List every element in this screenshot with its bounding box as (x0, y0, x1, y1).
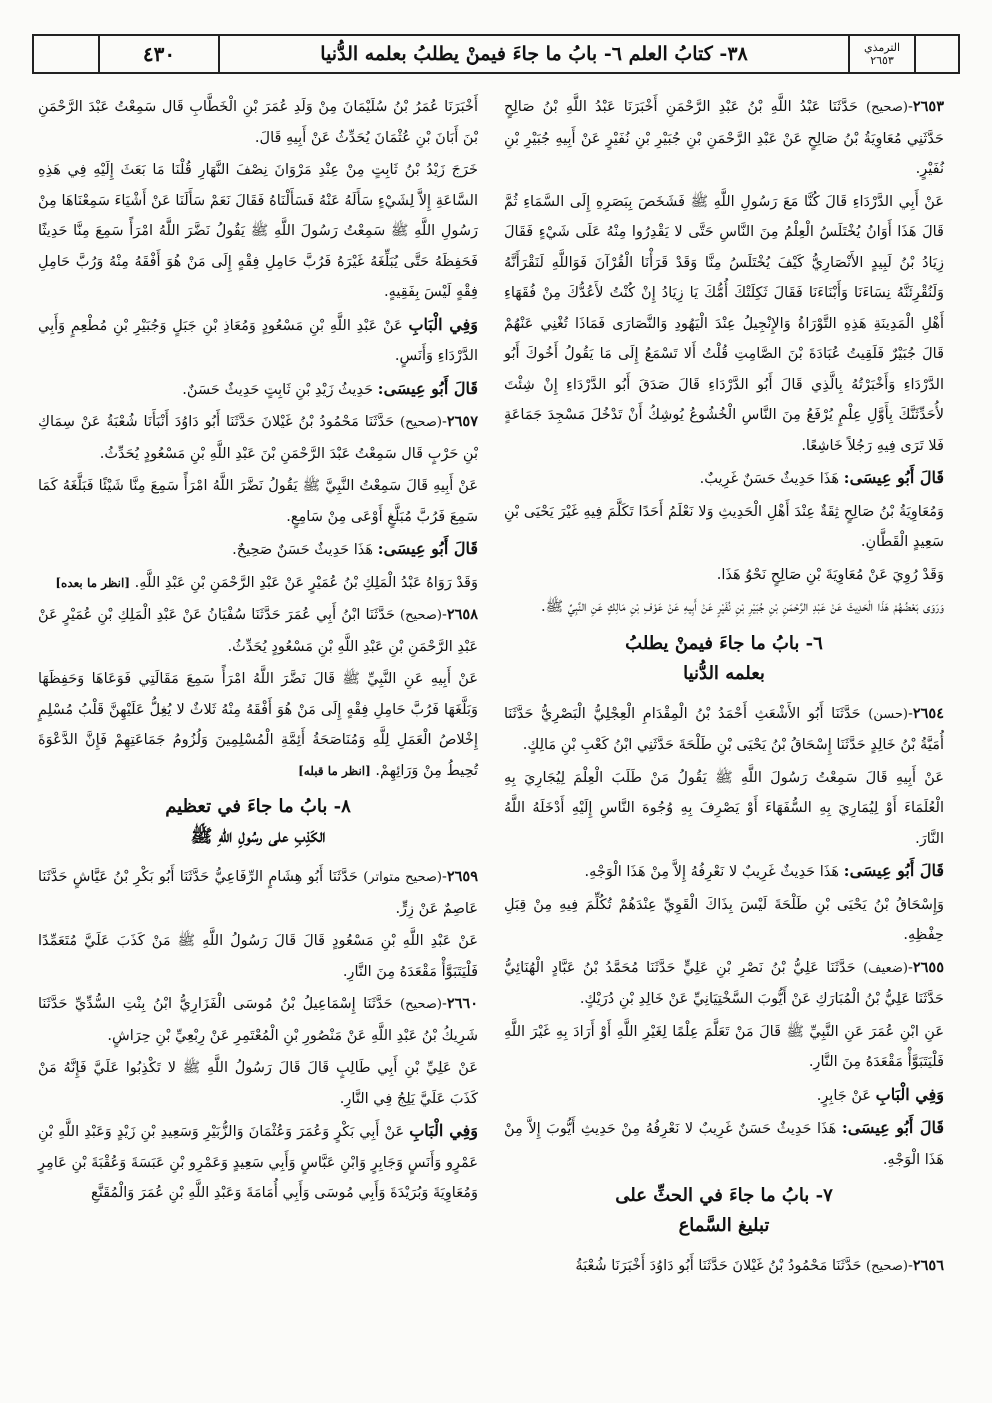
hadith-number: ٢٦٥٥ (912, 958, 944, 976)
hadith-number: ٢٦٥٤ (912, 704, 945, 722)
paragraph-text: خَرَجَ زَيْدُ بْنُ ثَابِتٍ مِنْ عِنْدِ مَرْوَانَ نِصْفَ النَّهَارِ قُلْنَا مَا بَعَثَ إِلَيْهِ فِي هَذِهِ السَّاعَةِ إِلاَّ لِشَيْءٍ سَأَلَهُ عَنْهُ فَسَأَلْنَاهُ فَقَالَ نَعَمْ سَأَلَنَا عَنْ أَشْيَاءَ سَمِعْنَاهَا مِنْ رَسُولِ اللَّهِ ﷺ سَمِعْتُ رَسُولَ اللَّهِ ﷺ يَقُولُ نَضَّرَ اللَّهُ امْرَأً سَمِعَ مِنَّا حَدِيثًا فَحَفِظَهُ حَتَّى يُبَلِّغَهُ غَيْرَهُ فَرُبَّ حَامِلِ فِقْهٍ إِلَى مَنْ هُوَ أَفْقَهُ مِنْهُ وَرُبَّ حَامِلِ فِقْهٍ لَيْسَ بِفَقِيهٍ. (38, 162, 478, 300)
text-paragraph (38, 155, 478, 308)
grading-text: حَدِيثُ زَيْدِ بْنِ ثَابِتٍ حَدِيثٌ حَسَنٌ. (182, 381, 374, 398)
page-header (32, 34, 960, 74)
abu-isa-label: قَالَ أَبُو عِيسَى: (841, 1118, 945, 1137)
abu-isa-label: قَالَ أَبُو عِيسَى: (377, 378, 478, 398)
paragraph-text: عَنْ أَبِيهِ عَنِ النَّبِيِّ ﷺ قَالَ نَضَّرَ اللَّهُ امْرَأً سَمِعَ مَقَالَتِي فَوَعَاهَا وَحَفِظَهَا وَبَلَّغَهَا فَرُبَّ حَامِلِ فِقْهٍ إِلَى مَنْ هُوَ أَفْقَهُ مِنْهُ ثَلاثٌ لا يُغِلُّ عَلَيْهِنَّ قَلْبُ مُسْلِمٍ إِخْلاصُ الْعَمَلِ لِلَّهِ وَمُنَاصَحَةُ أَئِمَّةِ الْمُسْلِمِينَ وَلُزُومُ جَمَاعَتِهِمْ فَإِنَّ الدَّعْوَةَ تُحِيطُ مِنْ وَرَائِهِمْ. (38, 671, 478, 779)
heading-line: ٧- بابُ ما جاءَ في الحثِّ على (615, 1185, 833, 1206)
hadith-number: ٢٦٥٧ (446, 413, 478, 430)
hadith-text: حَدَّثَنَا أَبُو الأَشْعَثِ أَحْمَدُ بْنُ الْمِقْدَامِ الْعِجْلِيُّ الْبَصْرِيُّ حَدَّثَنَا أُمَيَّةُ بْنُ خَالِدٍ حَدَّثَنَا إِسْحَاقُ بْنُ يَحْيَى بْنِ طَلْحَةَ حَدَّثَنِي ابْنُ كَعْبِ بْنِ مَالِكٍ. (504, 705, 944, 753)
paragraph-text: وَإِسْحَاقُ بْنُ يَحْيَى بْنِ طَلْحَةَ لَيْسَ بِذَاكَ الْقَوِيِّ عِنْدَهُمْ تُكُلِّمَ فِيهِ مِنْ قِبَلِ حِفْظِهِ. (504, 896, 944, 943)
text-paragraph (504, 1080, 944, 1112)
text-paragraph (38, 1116, 478, 1209)
hadith-paragraph: ٢٦٥٥-(ضعيف) حَدَّثَنَا عَلِيُّ بْنُ نَصْرِ بْنِ عَلِيٍّ حَدَّثَنَا مُحَمَّدُ بْنُ عَبَّادٍ الْهُنَائِيُّ حَدَّثَنَا عَلِيُّ بْنُ الْمُبَارَكِ عَنْ أَيُّوبَ السَّخْتِيَانِيِّ عَنْ خَالِدِ بْنِ دُرَيْكٍ. (504, 958, 944, 1007)
text-paragraph (38, 471, 478, 532)
text-paragraph (38, 568, 478, 599)
heading-line: ٦- بابُ ما جاءَ فيمنْ يطلبُ (625, 632, 823, 654)
text-paragraph (504, 592, 944, 623)
cross-reference-note: [انظر ما بعده] (55, 575, 131, 590)
paragraph-text: عَنْ أَبِي الدَّرْدَاءِ قَالَ كُنَّا مَعَ رَسُولِ اللَّهِ ﷺ فَشَخَصَ بِبَصَرِهِ إِلَى السَّمَاءِ ثُمَّ قَالَ هَذَا أَوَانُ يُخْتَلَسُ الْعِلْمُ مِنَ النَّاسِ حَتَّى لا يَقْدِرُوا مِنْهُ عَلَى شَيْءٍ فَقَالَ زِيَادُ بْنُ لَبِيدٍ الأَنْصَارِيُّ كَيْفَ يُخْتَلَسُ مِنَّا وَقَدْ قَرَأْنَا الْقُرْآنَ فَوَاللَّهِ لَنَقْرَأَنَّهُ وَلَنُقْرِئَنَّهُ نِسَاءَنَا وَأَبْنَاءَنَا فَقَالَ ثَكِلَتْكَ أُمُّكَ يَا زِيَادُ إِنْ كُنْتُ لأَعُدُّكَ مِنْ فُقَهَاءِ أَهْلِ الْمَدِينَةِ هَذِهِ التَّوْرَاةُ وَالإِنْجِيلُ عِنْدَ الْيَهُودِ وَالنَّصَارَى فَمَاذَا تُغْنِي عَنْهُمْ قَالَ جُبَيْرٌ فَلَقِيتُ عُبَادَةَ بْنَ الصَّامِتِ قُلْتُ أَلا تَسْمَعُ إِلَى مَا يَقُولُ أَخُوكَ أَبُو الدَّرْدَاءِ وَأَخْبَرْتُهُ بِالَّذِي قَالَ أَبُو الدَّرْدَاءِ قَالَ صَدَقَ أَبُو الدَّرْدَاءِ إِنْ شِئْتَ لأُحَدِّثَنَّكَ بِأَوَّلِ عِلْمٍ يُرْفَعُ مِنَ النَّاسِ الْخُشُوعُ يُوشِكُ أَنْ تَدْخُلَ مَسْجِدَ جَمَاعَةٍ فَلا تَرَى فِيهِ رَجُلاً خَاشِعًا. (504, 193, 944, 454)
header-corner-right (914, 36, 958, 72)
text-paragraph (38, 92, 478, 153)
abu-isa-label: قَالَ أَبُو عِيسَى: (843, 861, 944, 880)
text-paragraph (504, 187, 944, 462)
fil-bab-label: وَفِي الْبَابِ (409, 1121, 478, 1140)
heading-line: بعلمه الدُّنيا (683, 662, 765, 684)
hadith-number: ٢٦٥٨ (446, 606, 478, 623)
hadith-number: ٢٦٥٦ (912, 1257, 944, 1274)
text-paragraph (504, 890, 944, 951)
section-heading (504, 1181, 944, 1241)
text-paragraph (38, 534, 478, 566)
heading-line: ٨- بابُ ما جاءَ في تعظيم (165, 796, 351, 817)
paragraph-text: عَنْ عَلِيِّ بْنِ أَبِي طَالِبٍ قَالَ قَالَ رَسُولُ اللَّهِ ﷺ لا تَكْذِبُوا عَلَيَّ فَإِنَّهُ مَنْ كَذَبَ عَلَيَّ يَلِجُ فِي النَّارِ. (38, 1060, 478, 1107)
right-column (504, 92, 944, 1392)
text-paragraph (38, 926, 478, 987)
hadith-text: حَدَّثَنَا عَبْدُ اللَّهِ بْنُ عَبْدِ الرَّحْمَنِ أَخْبَرَنَا عَبْدُ اللَّهِ بْنُ صَالِحٍ حَدَّثَنِي مُعَاوِيَةُ بْنُ صَالِحٍ عَنْ عَبْدِ الرَّحْمَنِ بْنِ جُبَيْرِ بْنِ نُفَيْرٍ عَنْ أَبِيهِ جُبَيْرِ بْنِ نُفَيْرٍ. (504, 99, 944, 177)
hadith-number: ٢٦٥٩ (446, 868, 479, 885)
grading-text: هَذَا حَدِيثٌ حَسَنٌ غَرِيبٌ لا نَعْرِفُهُ مِنْ حَدِيثِ أَيُّوبَ إِلاَّ مِنْ هَذَا الْوَجْهِ. (504, 1121, 944, 1168)
heading-line: الكَذِبِ على رسُولِ اللهِ ﷺ (190, 826, 326, 847)
hadith-paragraph: ٢٦٦٠-(صحيح) حَدَّثَنَا إِسْمَاعِيلُ بْنُ مُوسَى الْفَزَارِيُّ ابْنُ بِنْتِ السُّدِّيِّ حَدَّثَنَا شَرِيكُ بْنُ عَبْدِ اللَّهِ عَنْ مَنْصُورِ بْنِ الْمُعْتَمِرِ عَنْ رِبْعِيِّ بْنِ حِرَاشٍ. (38, 995, 478, 1044)
hadith-grade: (صحيح) (866, 1259, 908, 1274)
hadith-text: حَدَّثَنَا عَلِيُّ بْنُ نَصْرِ بْنِ عَلِيٍّ حَدَّثَنَا مُحَمَّدُ بْنُ عَبَّادٍ الْهُنَائِيُّ حَدَّثَنَا عَلِيُّ بْنُ الْمُبَارَكِ عَنْ أَيُّوبَ السَّخْتِيَانِيِّ عَنْ خَالِدِ بْنِ دُرَيْكٍ. (504, 959, 944, 1007)
text-paragraph (504, 497, 944, 558)
text-paragraph (38, 374, 478, 406)
paragraph-text: وَمُعَاوِيَةُ بْنُ صَالِحٍ ثِقَةٌ عِنْدَ أَهْلِ الْحَدِيثِ وَلا نَعْلَمُ أَحَدًا تَكَلَّمَ فِيهِ غَيْرَ يَحْيَى بْنِ سَعِيدٍ الْقَطَّانِ. (504, 503, 944, 550)
hadith-paragraph: ٢٦٥٤-(حسن) حَدَّثَنَا أَبُو الأَشْعَثِ أَحْمَدُ بْنُ الْمِقْدَامِ الْعِجْلِيُّ الْبَصْرِيُّ حَدَّثَنَا أُمَيَّةُ بْنُ خَالِدٍ حَدَّثَنَا إِسْحَاقُ بْنُ يَحْيَى بْنِ طَلْحَةَ حَدَّثَنِي ابْنُ كَعْبِ بْنِ مَالِكٍ. (504, 704, 945, 753)
hadith-paragraph: ٢٦٥٨-(صحيح) حَدَّثَنَا ابْنُ أَبِي عُمَرَ حَدَّثَنَا سُفْيَانُ عَنْ عَبْدِ الْمَلِكِ بْنِ عُمَيْرٍ عَنْ عَبْدِ الرَّحْمَنِ بْنِ عَبْدِ اللَّهِ بْنِ مَسْعُودٍ يُحَدِّثُ. (38, 606, 478, 655)
hadith-number: ٢٦٥٣ (912, 98, 944, 115)
hadith-grade: (حسن) (868, 706, 908, 722)
fil-bab-label: وَفِي الْبَابِ (408, 314, 478, 334)
text-paragraph (38, 664, 478, 786)
text-paragraph (504, 856, 944, 888)
hadith-paragraph: ٢٦٥٣-(صحيح) حَدَّثَنَا عَبْدُ اللَّهِ بْنُ عَبْدِ الرَّحْمَنِ أَخْبَرَنَا عَبْدُ اللَّهِ بْنُ صَالِحٍ حَدَّثَنِي مُعَاوِيَةُ بْنُ صَالِحٍ عَنْ عَبْدِ الرَّحْمَنِ بْنِ جُبَيْرِ بْنِ نُفَيْرٍ عَنْ أَبِيهِ جُبَيْرِ بْنِ نُفَيْرٍ. (504, 98, 944, 177)
hadith-grade: (صحيح) (400, 415, 442, 430)
hadith-text: حَدَّثَنَا أَبُو هِشَامٍ الرِّفَاعِيُّ حَدَّثَنَا أَبُو بَكْرِ بْنُ عَيَّاشٍ حَدَّثَنَا عَاصِمٌ عَنْ زِرٍّ. (38, 869, 478, 917)
text-paragraph (504, 1017, 944, 1078)
hadith-paragraph: ٢٦٥٧-(صحيح) حَدَّثَنَا مَحْمُودُ بْنُ غَيْلانَ حَدَّثَنَا أَبُو دَاوُدَ أَنْبَأَنَا شُعْبَةُ عَنْ سِمَاكِ بْنِ حَرْبٍ قَال سَمِعْتُ عَبْدَ الرَّحْمَنِ بْنَ عَبْدِ اللَّهِ بْنِ مَسْعُودٍ يُحَدِّثُ. (38, 413, 478, 462)
hadith-grade: (صحيح) (866, 100, 908, 115)
narrators-text: عَنْ أَبِي بَكْرٍ وَعُمَرَ وَعُثْمَانَ وَالزُّبَيْرِ وَسَعِيدِ بْنِ زَيْدٍ وَعَبْدِ اللَّهِ بْنِ عَمْرٍو وَأَنَسٍ وَجَابِرٍ وَابْنِ عَبَّاسٍ وَأَبِي سَعِيدٍ وَعَمْرِو بْنِ عَبَسَةَ وَعُقْبَةَ بْنِ عَامِرٍ وَمُعَاوِيَةَ وَبُرَيْدَةَ وَأَبِي مُوسَى وَأَبِي أُمَامَةَ وَعَبْدِ اللَّهِ بْنِ عُمَرَ وَالْمُقَنَّعِ (38, 1124, 478, 1201)
paragraph-text: وَرَوَى بَعْضُهُمْ هَذَا الْحَدِيثَ عَنْ عَبْدِ الرَّحْمَنِ بْنِ جُبَيْرِ بْنِ نُفَيْرٍ عَنْ أَبِيهِ عَنْ عَوْفِ بْنِ مَالِكٍ عَنِ النَّبِيِّ ﷺ. (540, 599, 944, 615)
header-hadith-range: ٢٦٥٣ (870, 54, 894, 67)
hadith-paragraph: ٢٦٥٦-(صحيح) حَدَّثَنَا مَحْمُودُ بْنُ غَيْلانَ حَدَّثَنَا أَبُو دَاوُدَ أَخْبَرَنَا شُعْبَةُ (575, 1257, 944, 1274)
narrators-text: عَنْ عَبْدِ اللَّهِ بْنِ مَسْعُودٍ وَمُعَاذِ بْنِ جَبَلٍ وَجُبَيْرِ بْنِ مُطْعِمٍ وَأَبِي الدَّرْدَاءِ وَأَنَسٍ. (38, 317, 478, 364)
header-book-name: الترمذي (863, 41, 901, 54)
section-heading (38, 792, 478, 852)
hadith-number: ٢٦٦٠ (446, 995, 478, 1012)
paragraph-text: وَقَدْ رَوَاهُ عَبْدُ الْمَلِكِ بْنُ عُمَيْرٍ عَنْ عَبْدِ الرَّحْمَنِ بْنِ عَبْدِ اللَّهِ. (134, 574, 478, 591)
hadith-grade: (صحيح متواتر) (363, 870, 442, 885)
text-paragraph (504, 560, 944, 591)
grading-text: هَذَا حَدِيثٌ حَسَنٌ صَحِيحٌ. (232, 542, 374, 558)
hadith-grade: (صحيح) (400, 997, 442, 1012)
narrators-text: عَنْ جَابِرٍ. (816, 1087, 872, 1104)
abu-isa-label: قَالَ أَبُو عِيسَى: (377, 539, 478, 558)
paragraph-text: وَقَدْ رُوِيَ عَنْ مُعَاوِيَةَ بْنِ صَالِحٍ نَحْوُ هَذَا. (716, 566, 944, 583)
page-number: ٤٣٠ (98, 36, 218, 72)
fil-bab-label: وَفِي الْبَابِ (875, 1084, 944, 1104)
section-heading (504, 629, 944, 689)
text-paragraph (38, 310, 478, 372)
text-paragraph (38, 1053, 478, 1114)
hadith-paragraph: ٢٦٥٩-(صحيح متواتر) حَدَّثَنَا أَبُو هِشَامٍ الرِّفَاعِيُّ حَدَّثَنَا أَبُو بَكْرِ بْنُ عَيَّاشٍ حَدَّثَنَا عَاصِمٌ عَنْ زِرٍّ. (38, 868, 479, 917)
hadith-text: حَدَّثَنَا مَحْمُودُ بْنُ غَيْلانَ حَدَّثَنَا أَبُو دَاوُدَ أَنْبَأَنَا شُعْبَةُ عَنْ سِمَاكِ بْنِ حَرْبٍ قَال سَمِعْتُ عَبْدَ الرَّحْمَنِ بْنَ عَبْدِ اللَّهِ بْنِ مَسْعُودٍ يُحَدِّثُ. (38, 414, 478, 462)
paragraph-text: عَنْ أَبِيهِ قَالَ سَمِعْتُ النَّبِيَّ ﷺ يَقُولُ نَضَّرَ اللَّهُ امْرَأً سَمِعَ مِنَّا شَيْئًا فَبَلَّغَهُ كَمَا سَمِعَ فَرُبَّ مُبَلَّغٍ أَوْعَى مِنْ سَامِعٍ. (38, 478, 478, 525)
paragraph-text: عَنْ عَبْدِ اللَّهِ بْنِ مَسْعُودٍ قَالَ قَالَ رَسُولُ اللَّهِ ﷺ مَنْ كَذَبَ عَلَيَّ مُتَعَمِّدًا فَلْيَتَبَوَّأْ مَقْعَدَهُ مِنَ النَّارِ. (38, 933, 478, 980)
text-paragraph (504, 1113, 944, 1175)
grading-text: هَذَا حَدِيثٌ غَرِيبٌ لا نَعْرِفُهُ إِلاَّ مِنْ هَذَا الْوَجْهِ. (584, 864, 840, 880)
paragraph-text: عَنِ ابْنِ عُمَرَ عَنِ النَّبِيِّ ﷺ قَالَ مَنْ تَعَلَّمَ عِلْمًا لِغَيْرِ اللَّهِ أَوْ أَرَادَ بِهِ غَيْرَ اللَّهِ فَلْيَتَبَوَّأْ مَقْعَدَهُ مِنَ النَّارِ. (504, 1023, 944, 1070)
hadith-text: حَدَّثَنَا إِسْمَاعِيلُ بْنُ مُوسَى الْفَزَارِيُّ ابْنُ بِنْتِ السُّدِّيِّ حَدَّثَنَا شَرِيكُ بْنُ عَبْدِ اللَّهِ عَنْ مَنْصُورِ بْنِ الْمُعْتَمِرِ عَنْ رِبْعِيِّ بْنِ حِرَاشٍ. (38, 996, 478, 1044)
hadith-text: حَدَّثَنَا ابْنُ أَبِي عُمَرَ حَدَّثَنَا سُفْيَانُ عَنْ عَبْدِ الْمَلِكِ بْنِ عُمَيْرٍ عَنْ عَبْدِ الرَّحْمَنِ بْنِ عَبْدِ اللَّهِ بْنِ مَسْعُودٍ يُحَدِّثُ. (38, 607, 478, 655)
text-paragraph (504, 463, 944, 495)
header-book-ref (848, 36, 914, 72)
paragraph-text: عَنْ أَبِيهِ قَالَ سَمِعْتُ رَسُولَ اللَّهِ ﷺ يَقُولُ مَنْ طَلَبَ الْعِلْمَ لِيُجَارِيَ بِهِ الْعُلَمَاءَ أَوْ لِيُمَارِيَ بِهِ السُّفَهَاءَ أَوْ يَصْرِفَ بِهِ وُجُوهَ النَّاسِ إِلَيْهِ أَدْخَلَهُ اللَّهُ النَّارَ. (504, 769, 944, 847)
text-paragraph (504, 763, 944, 855)
cross-reference-note: [انظر ما قبله] (298, 763, 371, 778)
header-corner-left (34, 36, 98, 72)
left-column (38, 92, 478, 1392)
abu-isa-label: قَالَ أَبُو عِيسَى: (843, 468, 944, 487)
hadith-text: حَدَّثَنَا مَحْمُودُ بْنُ غَيْلانَ حَدَّثَنَا أَبُو دَاوُدَ أَخْبَرَنَا شُعْبَةُ (575, 1258, 862, 1274)
hadith-grade: (صحيح) (400, 608, 442, 623)
grading-text: هَذَا حَدِيثٌ حَسَنٌ غَرِيبٌ. (699, 471, 840, 487)
header-title: ٣٨- كتابُ العلم ٦- بابُ ما جاءَ فيمنْ يطلبُ بعلمه الدُّنيا (218, 36, 848, 72)
hadith-grade: (ضعيف) (863, 960, 908, 976)
heading-line: تبليغ السَّماع (678, 1215, 770, 1236)
paragraph-text: أَخْبَرَنَا عُمَرُ بْنُ سُلَيْمَانَ مِنْ وَلَدِ عُمَرَ بْنِ الْخَطَّابِ قَال سَمِعْتُ عَبْدَ الرَّحْمَنِ بْنَ أَبَانَ بْنِ عُثْمَانَ يُحَدِّثُ عَنْ أَبِيهِ قَالَ. (38, 99, 478, 146)
